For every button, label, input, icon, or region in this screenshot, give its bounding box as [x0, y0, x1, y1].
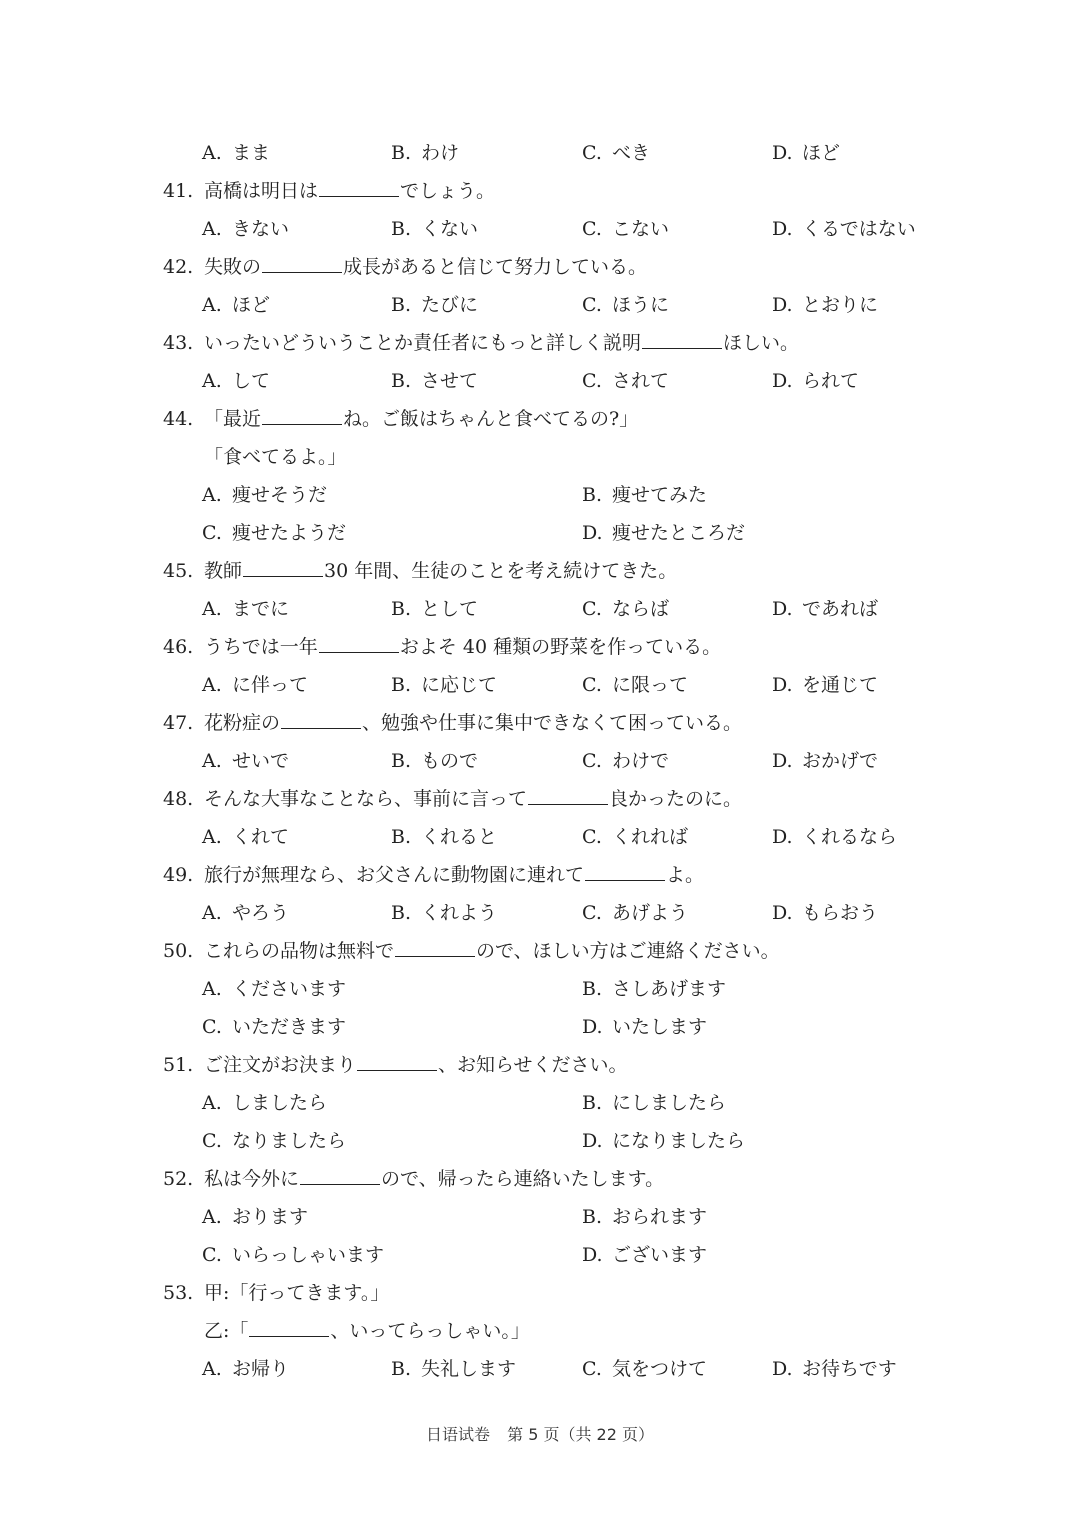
question-text — [204, 1160, 664, 1198]
question-text — [204, 1046, 627, 1084]
options-row — [0, 666, 1080, 704]
option-letter: C. — [582, 1358, 602, 1380]
option-letter: C. — [582, 750, 602, 772]
option-letter: D. — [772, 142, 793, 164]
option-text: 痩せたようだ — [232, 522, 347, 544]
option-a — [202, 818, 289, 856]
answer-blank — [528, 780, 608, 805]
stem-after: 、お知らせください。 — [438, 1054, 628, 1076]
question-45 — [0, 552, 1080, 628]
option-text: させて — [421, 370, 479, 392]
option-letter: B. — [582, 484, 603, 506]
options-row — [0, 134, 1080, 172]
page-footer — [0, 1422, 1080, 1445]
question-stem-line — [0, 1274, 1080, 1312]
option-text: ならば — [612, 598, 670, 620]
option-text: くるではない — [802, 218, 916, 240]
stem-before: 教師 — [204, 560, 243, 582]
option-text: されて — [612, 370, 670, 392]
option-a — [202, 894, 289, 932]
option-text: として — [421, 598, 479, 620]
option-letter: A. — [202, 1092, 222, 1114]
option-letter: B. — [391, 674, 412, 696]
option-text: に伴って — [232, 674, 309, 696]
stem-after: 良かったのに。 — [609, 788, 743, 810]
question-number: 49. — [163, 864, 194, 886]
exam-content — [0, 134, 1080, 1388]
option-letter: C. — [582, 218, 602, 240]
options-row — [0, 894, 1080, 932]
option-text: 痩せそうだ — [232, 484, 328, 506]
question-stem-line — [0, 438, 1080, 476]
option-a — [202, 286, 270, 324]
stem-before: うちでは一年 — [204, 636, 318, 658]
option-text: ほど — [232, 294, 271, 316]
option-text: ほど — [802, 142, 841, 164]
question-50 — [0, 932, 1080, 1046]
option-text: おかげで — [802, 750, 879, 772]
option-c — [582, 590, 669, 628]
option-letter: B. — [391, 750, 412, 772]
option-text: まま — [232, 142, 271, 164]
stem-after: 、いってらっしゃい。」 — [330, 1320, 530, 1342]
question-41 — [0, 172, 1080, 248]
answer-blank — [319, 628, 399, 653]
option-letter: D. — [772, 826, 793, 848]
option-c — [582, 134, 650, 172]
option-letter: C. — [202, 1016, 222, 1038]
option-b — [582, 970, 726, 1008]
option-letter: B. — [391, 598, 412, 620]
option-b — [391, 286, 478, 324]
options-row — [0, 1122, 1080, 1160]
question-number: 43. — [163, 332, 194, 354]
question-stem-line — [0, 1046, 1080, 1084]
option-text: しましたら — [232, 1092, 328, 1114]
question-stem-line — [0, 248, 1080, 286]
stem-before: 旅行が無理なら、お父さんに動物園に連れて — [204, 864, 585, 886]
options-row — [0, 742, 1080, 780]
option-d — [772, 590, 878, 628]
stem-after: でしょう。 — [400, 180, 496, 202]
option-letter: B. — [391, 902, 412, 924]
stem-before: ご注文がお決まり — [204, 1054, 357, 1076]
question-text — [204, 704, 742, 742]
option-a — [202, 1198, 308, 1236]
option-letter: D. — [582, 1244, 603, 1266]
question-43 — [0, 324, 1080, 400]
question-text — [204, 172, 495, 210]
answer-blank — [642, 324, 722, 349]
option-d — [772, 818, 897, 856]
option-letter: A. — [202, 750, 222, 772]
option-letter: A. — [202, 826, 222, 848]
option-letter: D. — [582, 1016, 603, 1038]
option-text: にしましたら — [612, 1092, 727, 1114]
option-a — [202, 362, 270, 400]
option-text: して — [232, 370, 271, 392]
option-letter: D. — [772, 902, 793, 924]
options-row — [0, 1236, 1080, 1274]
options-row — [0, 362, 1080, 400]
option-text: を通じて — [802, 674, 879, 696]
option-letter: C. — [582, 598, 602, 620]
option-text: お待ちです — [802, 1358, 897, 1380]
question-42 — [0, 248, 1080, 324]
option-text: べき — [612, 142, 651, 164]
stem-before: いったいどういうことか責任者にもっと詳しく説明 — [204, 332, 642, 354]
stem-before: 失敗の — [204, 256, 262, 278]
option-text: くれると — [421, 826, 498, 848]
question-text — [204, 248, 647, 286]
option-letter: B. — [391, 1358, 412, 1380]
option-letter: B. — [391, 218, 412, 240]
option-c — [582, 666, 688, 704]
answer-blank — [243, 552, 323, 577]
stem-before: 花粉症の — [204, 712, 281, 734]
option-a — [202, 134, 270, 172]
option-letter: B. — [391, 294, 412, 316]
option-letter: D. — [772, 750, 793, 772]
options-row — [0, 210, 1080, 248]
options-row — [0, 1008, 1080, 1046]
option-letter: A. — [202, 370, 222, 392]
stem-after: ので、帰ったら連絡いたします。 — [381, 1168, 665, 1190]
option-c — [202, 1236, 384, 1274]
question-text — [204, 932, 780, 970]
option-letter: D. — [772, 1358, 793, 1380]
options-row — [0, 818, 1080, 856]
option-d — [772, 286, 878, 324]
stem-after: ね。ご飯はちゃんと食べてるの?」 — [343, 408, 639, 430]
stem-before: 高橋は明日は — [204, 180, 319, 202]
option-text: に限って — [612, 674, 689, 696]
option-b — [391, 210, 478, 248]
option-text: くださいます — [232, 978, 347, 1000]
option-letter: A. — [202, 1206, 222, 1228]
option-text: くれよう — [421, 902, 498, 924]
option-text: くれるなら — [802, 826, 898, 848]
option-c — [582, 362, 669, 400]
option-text: やろう — [232, 902, 290, 924]
option-text: もらおう — [802, 902, 879, 924]
stem-before: 甲:「行ってきます。」 — [204, 1282, 390, 1304]
stem-after: 成長があると信じて努力している。 — [343, 256, 648, 278]
option-c — [202, 1008, 346, 1046]
option-text: とおりに — [802, 294, 879, 316]
stem-before: 「食べてるよ。」 — [204, 446, 347, 468]
option-letter: B. — [582, 978, 603, 1000]
question-text — [204, 780, 742, 818]
option-c — [582, 818, 688, 856]
question-46 — [0, 628, 1080, 704]
option-d — [772, 742, 878, 780]
question-number: 48. — [163, 788, 194, 810]
option-letter: C. — [582, 294, 602, 316]
stem-before: 私は今外に — [204, 1168, 300, 1190]
option-letter: A. — [202, 674, 222, 696]
option-text: くない — [421, 218, 479, 240]
stem-before: そんな大事なことなら、事前に言って — [204, 788, 528, 810]
question-number: 46. — [163, 636, 194, 658]
option-text: たびに — [421, 294, 479, 316]
option-d — [772, 1350, 897, 1388]
question-47 — [0, 704, 1080, 780]
footer-page-number: 第 5 页（共 22 页） — [507, 1425, 654, 1444]
option-letter: A. — [202, 598, 222, 620]
answer-blank — [357, 1046, 437, 1071]
option-text: ほうに — [612, 294, 670, 316]
option-text: くれて — [232, 826, 290, 848]
stem-after: よ。 — [666, 864, 705, 886]
question-text — [204, 1274, 389, 1312]
option-c — [582, 894, 688, 932]
option-b — [391, 1350, 516, 1388]
question-text — [204, 856, 704, 894]
option-text: おられます — [612, 1206, 708, 1228]
option-text: わけ — [421, 142, 460, 164]
options-row — [0, 590, 1080, 628]
option-b — [582, 1084, 726, 1122]
option-letter: B. — [391, 370, 412, 392]
option-text: せいで — [232, 750, 290, 772]
options-row — [0, 514, 1080, 552]
options-row — [0, 1350, 1080, 1388]
question-number: 45. — [163, 560, 194, 582]
option-text: 失礼します — [421, 1358, 517, 1380]
option-b — [391, 818, 497, 856]
option-letter: C. — [582, 826, 602, 848]
options-row — [0, 286, 1080, 324]
options-row — [0, 970, 1080, 1008]
option-letter: A. — [202, 1358, 222, 1380]
option-letter: C. — [582, 674, 602, 696]
question-text — [204, 552, 677, 590]
option-c — [202, 514, 346, 552]
option-text: 痩せてみた — [612, 484, 708, 506]
option-letter: C. — [202, 1130, 222, 1152]
answer-blank — [262, 400, 342, 425]
question-number: 50. — [163, 940, 194, 962]
option-b — [582, 1198, 707, 1236]
stem-before: これらの品物は無料で — [204, 940, 395, 962]
option-b — [391, 134, 459, 172]
answer-blank — [262, 248, 342, 273]
option-letter: D. — [772, 294, 793, 316]
question-stem-line — [0, 628, 1080, 666]
option-d — [582, 1122, 745, 1160]
option-d — [772, 362, 859, 400]
option-text: いたします — [612, 1016, 708, 1038]
answer-blank — [319, 172, 399, 197]
option-a — [202, 590, 289, 628]
question-number: 53. — [163, 1282, 194, 1304]
question-text — [204, 628, 721, 666]
option-letter: B. — [391, 142, 412, 164]
stem-after: およそ 40 種類の野菜を作っている。 — [399, 636, 722, 658]
options-row — [0, 476, 1080, 514]
option-c — [582, 286, 669, 324]
option-d — [772, 894, 878, 932]
option-text: あげよう — [612, 902, 689, 924]
question-stem-line — [0, 552, 1080, 590]
option-text: いらっしゃいます — [232, 1244, 385, 1266]
question-53 — [0, 1274, 1080, 1388]
question-stem-line — [0, 780, 1080, 818]
option-c — [582, 742, 669, 780]
question-number: 42. — [163, 256, 194, 278]
option-d — [772, 134, 840, 172]
option-text: なりましたら — [232, 1130, 347, 1152]
stem-after: 、勉強や仕事に集中できなくて困っている。 — [362, 712, 743, 734]
question-stem-line — [0, 1312, 1080, 1350]
option-letter: D. — [582, 522, 603, 544]
options-row — [0, 1084, 1080, 1122]
option-a — [202, 1084, 327, 1122]
footer-subject: 日语试卷 — [426, 1425, 491, 1444]
question-stem-line — [0, 172, 1080, 210]
stem-after: 30 年間、生徒のことを考え続けてきた。 — [324, 560, 678, 582]
option-text: もので — [421, 750, 479, 772]
question-52 — [0, 1160, 1080, 1274]
option-c — [582, 1350, 707, 1388]
question-51 — [0, 1046, 1080, 1160]
option-letter: A. — [202, 218, 222, 240]
answer-blank — [395, 932, 475, 957]
option-b — [391, 590, 478, 628]
option-d — [772, 210, 916, 248]
option-letter: B. — [391, 826, 412, 848]
option-c — [582, 210, 669, 248]
option-letter: D. — [772, 218, 793, 240]
option-letter: C. — [202, 1244, 222, 1266]
option-b — [582, 476, 707, 514]
option-letter: B. — [582, 1092, 603, 1114]
answer-blank — [281, 704, 361, 729]
option-b — [391, 362, 478, 400]
option-d — [582, 1236, 707, 1274]
option-letter: D. — [772, 598, 793, 620]
question-number: 52. — [163, 1168, 194, 1190]
option-a — [202, 210, 289, 248]
question-text — [204, 400, 638, 438]
option-text: いただきます — [232, 1016, 347, 1038]
option-text: おります — [232, 1206, 309, 1228]
stem-before: 乙:「 — [204, 1320, 249, 1342]
option-text: さしあげます — [612, 978, 727, 1000]
option-text: に応じて — [421, 674, 498, 696]
question-number: 47. — [163, 712, 194, 734]
options-row — [0, 1198, 1080, 1236]
option-d — [582, 514, 745, 552]
option-text: 気をつけて — [612, 1358, 708, 1380]
option-text: であれば — [802, 598, 879, 620]
option-a — [202, 666, 308, 704]
option-b — [391, 894, 497, 932]
question-stem-line — [0, 400, 1080, 438]
option-letter: C. — [582, 370, 602, 392]
option-a — [202, 1350, 289, 1388]
question-number: 41. — [163, 180, 194, 202]
question-number: 44. — [163, 408, 194, 430]
question-48 — [0, 780, 1080, 856]
question-text — [204, 324, 799, 362]
option-text: までに — [232, 598, 290, 620]
option-text: になりましたら — [612, 1130, 746, 1152]
option-text: 痩せたところだ — [612, 522, 746, 544]
option-d — [772, 666, 878, 704]
stem-after: ほしい。 — [723, 332, 800, 354]
option-a — [202, 476, 327, 514]
option-a — [202, 970, 346, 1008]
option-text: くれれば — [612, 826, 689, 848]
option-text: お帰り — [232, 1358, 290, 1380]
answer-blank — [249, 1312, 329, 1337]
option-c — [202, 1122, 346, 1160]
option-letter: D. — [772, 370, 793, 392]
option-text: られて — [802, 370, 860, 392]
option-letter: A. — [202, 142, 222, 164]
option-letter: A. — [202, 902, 222, 924]
option-letter: C. — [202, 522, 222, 544]
question-stem-line — [0, 704, 1080, 742]
answer-blank — [300, 1160, 380, 1185]
option-letter: D. — [772, 674, 793, 696]
question-stem-line — [0, 1160, 1080, 1198]
option-b — [391, 742, 478, 780]
question-stem-line — [0, 324, 1080, 362]
option-b — [391, 666, 497, 704]
option-d — [582, 1008, 707, 1046]
option-letter: C. — [582, 142, 602, 164]
stem-after: ので、ほしい方はご連絡ください。 — [476, 940, 780, 962]
option-letter: D. — [582, 1130, 603, 1152]
option-text: こない — [612, 218, 670, 240]
answer-blank — [585, 856, 665, 881]
option-text: ございます — [612, 1244, 708, 1266]
option-text: わけで — [612, 750, 670, 772]
question-stem-line — [0, 932, 1080, 970]
question-44 — [0, 400, 1080, 552]
option-letter: A. — [202, 484, 222, 506]
option-letter: C. — [582, 902, 602, 924]
option-text: きない — [232, 218, 290, 240]
question-49 — [0, 856, 1080, 932]
option-letter: A. — [202, 978, 222, 1000]
option-a — [202, 742, 289, 780]
option-letter: B. — [582, 1206, 603, 1228]
question-stem-line — [0, 856, 1080, 894]
question-text — [204, 438, 347, 476]
stem-before: 「最近 — [204, 408, 262, 430]
option-letter: A. — [202, 294, 222, 316]
question-number: 51. — [163, 1054, 194, 1076]
question-text — [204, 1312, 530, 1350]
